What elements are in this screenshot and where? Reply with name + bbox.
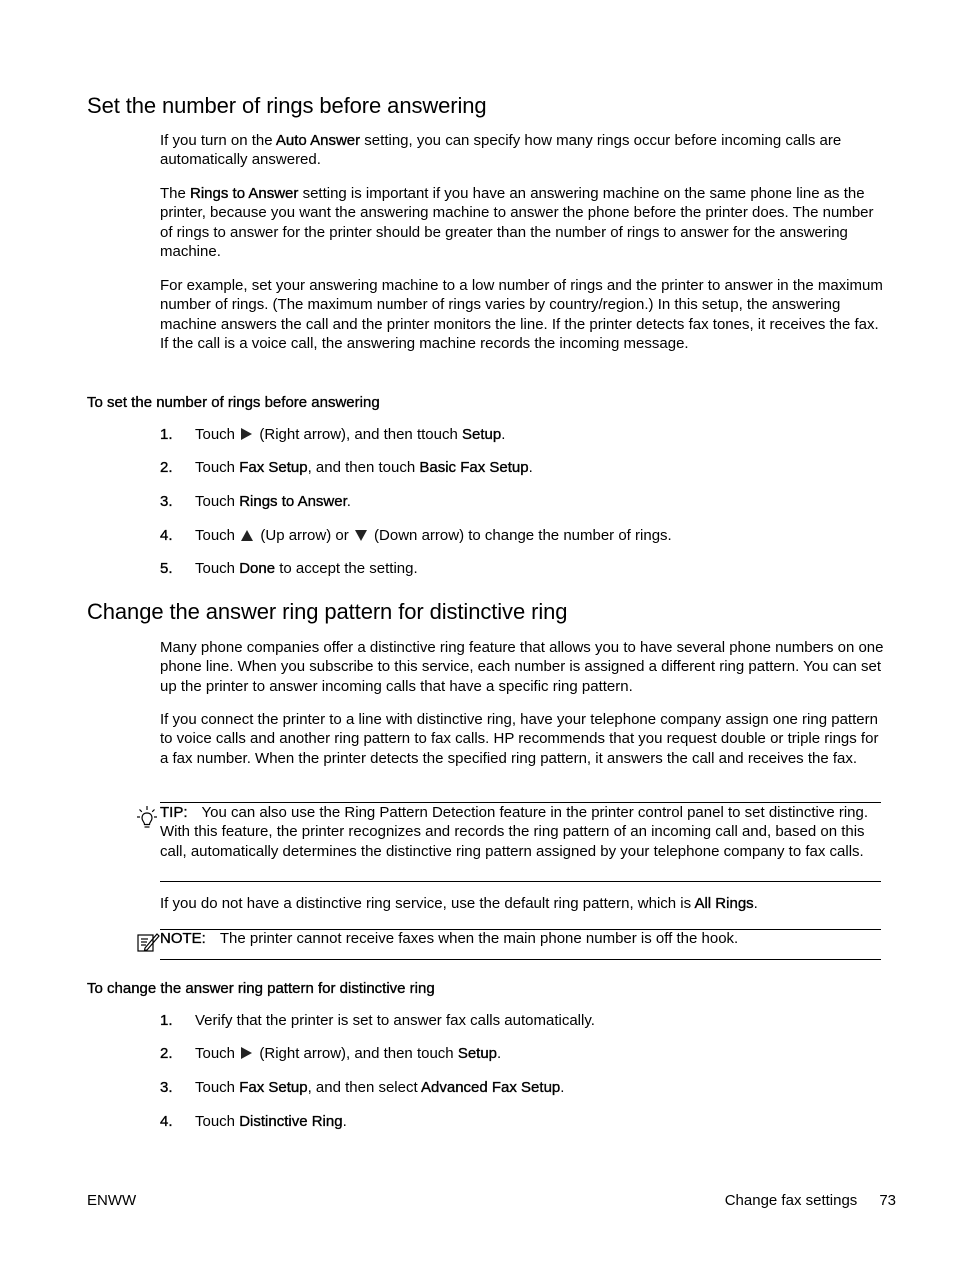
note-pad-icon (135, 930, 161, 954)
page-number: 73 (879, 1192, 896, 1209)
section-heading-distinctive-ring: Change the answer ring pattern for distinctive ring (87, 599, 568, 624)
paragraph: The Rings to Answer setting is important if you have an answering machine on the same phone line as the printer, because you want the answering machine to answer the phone before the printer does. The number of rings to answer for the printer should be greater than the number of rings to answer for the answering machine. (160, 185, 874, 260)
paragraph: If you connect the printer to a line with distinctive ring, have your telephone company assign one ring pattern to voice calls and another ring pattern to fax calls. HP recommends that you request double or triple rings for a fax number. When the printer detects the specified ring pattern, it answers the call and receives the fax. (160, 711, 879, 767)
up-arrow-icon (241, 530, 253, 541)
step-item: 1. Touch (Right arrow), and then ttouch Setup. (160, 426, 506, 443)
right-arrow-icon (241, 1047, 252, 1059)
step-item: 2. Touch (Right arrow), and then touch Setup. (160, 1045, 502, 1062)
step-item: 4. Touch (Up arrow) or (Down arrow) to change the number of rings. (160, 527, 672, 544)
tip-box: TIP: You can also use the Ring Pattern Detection feature in the printer control panel to set distinctive ring. With this feature, the printer recognizes and records the ring pattern of an incoming call and, based on this call, automatically determines the distinctive ring pattern assigned by your telephone company to fax calls. (160, 804, 869, 860)
tip-label: TIP: (160, 804, 188, 821)
note-box: NOTE: The printer cannot receive faxes when the main phone number is off the hook. (160, 930, 739, 947)
procedure-title: To change the answer ring pattern for distinctive ring (87, 980, 435, 997)
section-heading-rings: Set the number of rings before answering (87, 93, 487, 118)
note-label: NOTE: (160, 930, 206, 947)
step-item: 4. Touch Distinctive Ring. (160, 1113, 347, 1130)
right-arrow-icon (241, 428, 252, 440)
paragraph: For example, set your answering machine to a low number of rings and the printer to answer in the maximum number of rings. (The maximum number of rings varies by country/region.) In this setup, the answering machine answers the call and the printer monitors the line. If the printer detects fax tones, it receives the fax. If the call is a voice call, the answering machine records the incoming message. (160, 277, 883, 352)
paragraph: Many phone companies offer a distinctive ring feature that allows you to have several phone numbers on one phone line. When you subscribe to this service, each number is assigned a different ring pattern. You can set up the printer to answer incoming calls that have a specific ring pattern. (160, 639, 884, 695)
lightbulb-icon (135, 805, 159, 831)
step-item: 1. Verify that the printer is set to answer fax calls automatically. (160, 1012, 595, 1029)
footer-right (725, 1192, 896, 1210)
procedure-title: To set the number of rings before answering (87, 394, 380, 411)
paragraph: If you turn on the Auto Answer setting, you can specify how many rings occur before incoming calls are automatically answered. (160, 132, 842, 169)
step-item: 3. Touch Rings to Answer. (160, 493, 351, 510)
step-item: 5. Touch Done to accept the setting. (160, 560, 418, 577)
paragraph: If you do not have a distinctive ring service, use the default ring pattern, which is All Rings. (160, 895, 758, 912)
footer-section: Change fax settings (724, 1192, 858, 1209)
step-item: 3. Touch Fax Setup, and then select Advanced Fax Setup. (160, 1079, 565, 1096)
step-item: 2. Touch Fax Setup, and then touch Basic Fax Setup. (160, 459, 533, 476)
tip-bottom-rule (160, 881, 881, 882)
down-arrow-icon (355, 530, 367, 541)
note-bottom-rule (160, 959, 881, 960)
footer-left: ENWW (87, 1192, 137, 1209)
